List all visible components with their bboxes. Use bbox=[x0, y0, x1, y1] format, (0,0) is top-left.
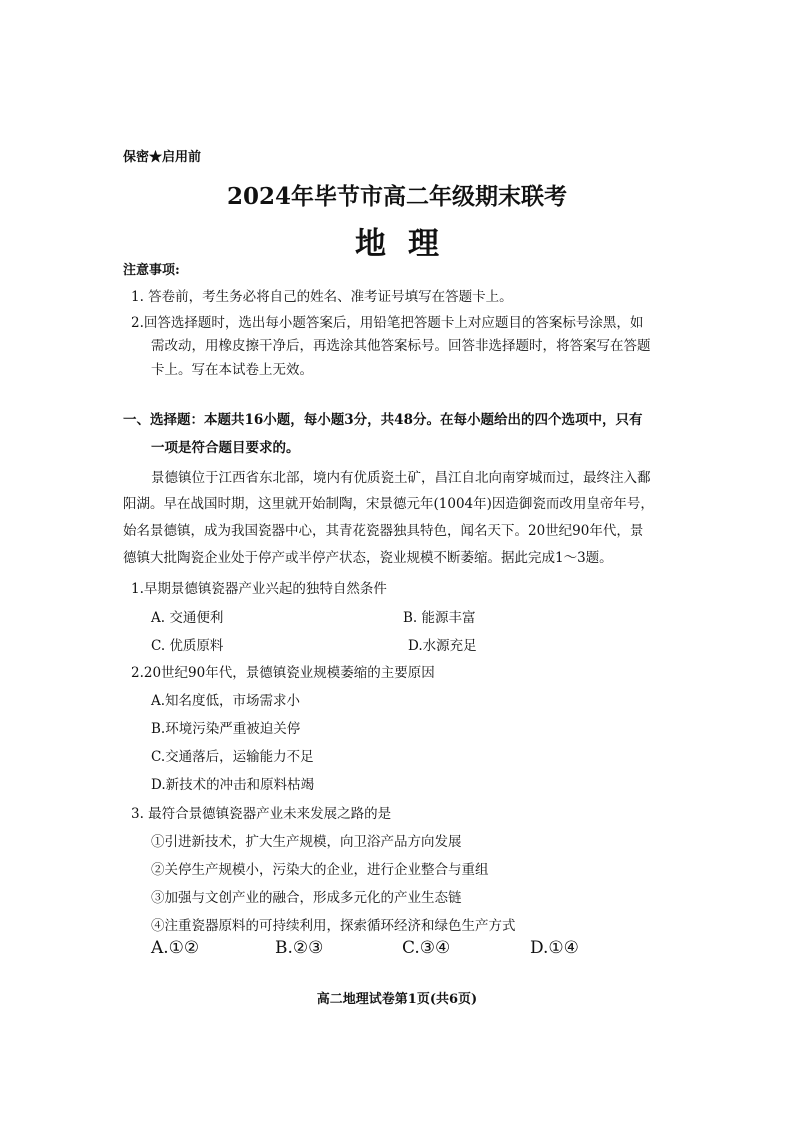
question-1-stem: 1.早期景德镇瓷器产业兴起的独特自然条件 bbox=[131, 581, 387, 597]
confidential-mark: 保密★启用前 bbox=[123, 150, 202, 165]
question-3-statement-2: ②关停生产规模小，污染大的企业，进行企业整合与重组 bbox=[151, 862, 489, 878]
question-1-option-b: B. 能源丰富 bbox=[403, 610, 476, 626]
section-heading-line-1: 一、选择题：本题共16小题，每小题3分，共48分。在每小题给出的四个选项中，只有 bbox=[123, 412, 643, 428]
question-3-option-a: A.①② bbox=[151, 938, 200, 958]
question-3-option-b: B.②③ bbox=[275, 938, 324, 958]
passage-line-3: 始名景德镇，成为我国瓷器中心，其青花瓷器独具特色，闻名天下。20世纪90年代，景 bbox=[123, 523, 644, 539]
question-2-stem: 2.20世纪90年代，景德镇瓷业规模萎缩的主要原因 bbox=[131, 665, 435, 681]
passage-line-4: 德镇大批陶瓷企业处于停产或半停产状态，瓷业规模不断萎缩。据此完成1～3题。 bbox=[123, 550, 613, 566]
exam-title: 2024年毕节市高二年级期末联考 bbox=[226, 183, 567, 210]
question-3-statement-4: ④注重瓷器原料的可持续利用，探索循环经济和绿色生产方式 bbox=[151, 918, 516, 934]
question-2-option-b: B.环境污染严重被迫关停 bbox=[151, 721, 301, 737]
notice-item-2-line-3: 卡上。写在本试卷上无效。 bbox=[151, 362, 313, 378]
passage-line-1: 景德镇位于江西省东北部，境内有优质瓷土矿，昌江自北向南穿城而过，最终注入鄱 bbox=[151, 470, 651, 486]
subject-title: 地理 bbox=[355, 226, 461, 262]
question-1-option-c: C. 优质原料 bbox=[151, 638, 224, 654]
question-2-option-a: A.知名度低，市场需求小 bbox=[151, 693, 301, 709]
notice-item-2-line-2: 需改动，用橡皮擦干净后，再选涂其他答案标号。回答非选择题时，将答案写在答题 bbox=[151, 338, 651, 354]
question-1-option-d: D.水源充足 bbox=[408, 638, 477, 654]
question-1-option-a: A. 交通便利 bbox=[151, 610, 224, 626]
question-3-option-c: C.③④ bbox=[402, 938, 451, 958]
notice-item-1: 1. 答卷前，考生务必将自己的姓名、准考证号填写在答题卡上。 bbox=[131, 289, 513, 305]
question-3-statement-3: ③加强与文创产业的融合，形成多元化的产业生态链 bbox=[151, 890, 462, 906]
question-3-option-d: D.①④ bbox=[530, 938, 579, 958]
notice-item-2-line-1: 2.回答选择题时，选出每小题答案后，用铅笔把答题卡上对应题目的答案标号涂黑，如 bbox=[131, 315, 644, 331]
question-3-statement-1: ①引进新技术，扩大生产规模，向卫浴产品方向发展 bbox=[151, 834, 462, 850]
passage-line-2: 阳湖。早在战国时期，这里就开始制陶，宋景德元年(1004年)因造御瓷而改用皇帝年号， bbox=[123, 496, 654, 512]
section-heading-line-2: 一项是符合题目要求的。 bbox=[151, 440, 300, 456]
question-2-option-d: D.新技术的冲击和原料枯竭 bbox=[151, 777, 315, 793]
question-3-stem: 3. 最符合景德镇瓷器产业未来发展之路的是 bbox=[131, 806, 392, 822]
notice-heading: 注意事项: bbox=[123, 263, 180, 278]
page-footer: 高二地理试卷第1页(共6页) bbox=[316, 992, 478, 1007]
question-2-option-c: C.交通落后，运输能力不足 bbox=[151, 749, 314, 765]
